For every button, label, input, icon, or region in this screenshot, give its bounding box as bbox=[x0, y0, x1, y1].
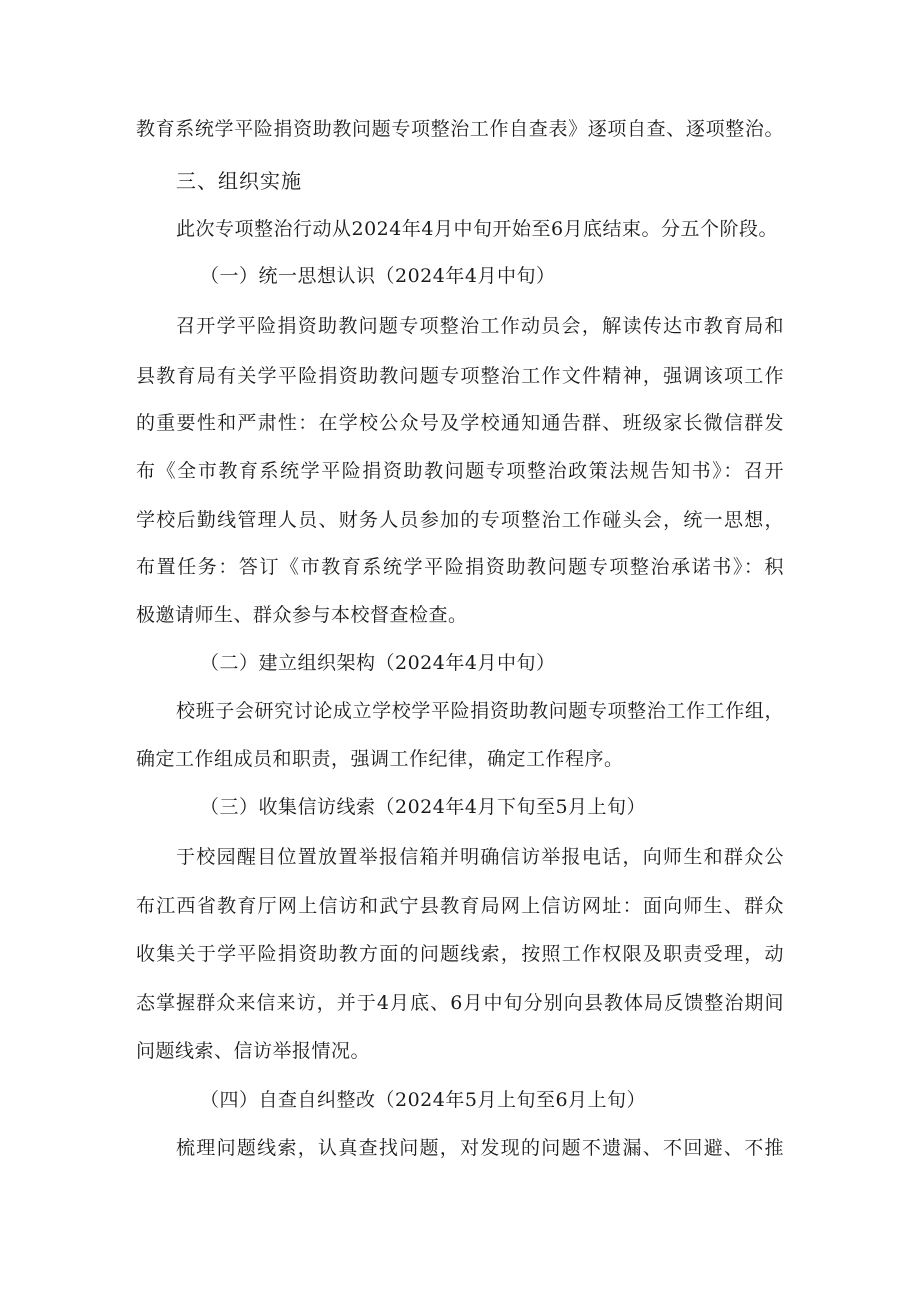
paragraph-line: 态掌握群众来信来访，并于4月底、6月中旬分别向县教体局反馈整治期间 bbox=[136, 992, 784, 1014]
subsection-heading: （四）自查自纠整改（2024年5月上旬至6月上旬） bbox=[200, 1089, 647, 1111]
paragraph-line: 的重要性和严肃性：在学校公众号及学校通知通告群、班级家长微信群发 bbox=[136, 412, 784, 434]
paragraph-line: 问题线索、信访举报情况。 bbox=[136, 1040, 371, 1062]
paragraph-line: 召开学平险捐资助教问题专项整治工作动员会，解读传达市教育局和 bbox=[176, 315, 784, 337]
paragraph-line: 收集关于学平险捐资助教方面的问题线索，按照工作权限及职责受理，动 bbox=[136, 943, 784, 965]
paragraph-line: 校班子会研究讨论成立学校学平险捐资助教问题专项整治工作工作组， bbox=[176, 700, 784, 722]
paragraph-line: 布《全市教育系统学平险捐资助教问题专项整治政策法规告知书》：召开 bbox=[136, 460, 784, 482]
subsection-heading: （一）统一思想认识（2024年4月中旬） bbox=[200, 265, 556, 287]
paragraph-line: 此次专项整治行动从2024年4月中旬开始至6月底结束。分五个阶段。 bbox=[176, 218, 779, 240]
paragraph-line: 极邀请师生、群众参与本校督查检查。 bbox=[136, 604, 468, 626]
section-heading: 三、组织实施 bbox=[176, 169, 302, 193]
subsection-heading: （二）建立组织架构（2024年4月中旬） bbox=[200, 652, 556, 674]
paragraph-line: 梳理问题线索，认真查找问题，对发现的问题不遗漏、不回避、不推 bbox=[176, 1137, 784, 1159]
paragraph-line: 布江西省教育厅网上信访和武宁县教育局网上信访网址：面向师生、群众 bbox=[136, 895, 784, 917]
subsection-heading: （三）收集信访线索（2024年4月下旬至5月上旬） bbox=[200, 796, 647, 818]
paragraph-line: 确定工作组成员和职责，强调工作纪律，确定工作程序。 bbox=[136, 748, 624, 770]
paragraph-line: 于校园醒目位置放置举报信箱并明确信访举报电话，向师生和群众公 bbox=[176, 846, 784, 868]
paragraph-line: 布置任务：答订《市教育系统学平险捐资助教问题专项整治承诺书》：积 bbox=[136, 556, 784, 578]
paragraph-line: 学校后勤线管理人员、财务人员参加的专项整治工作碰头会，统一思想， bbox=[136, 509, 784, 531]
paragraph-line: 县教育局有关学平险捐资助教问题专项整治工作文件精神，强调该项工作 bbox=[136, 365, 784, 387]
paragraph-line: 教育系统学平险捐资助教问题专项整治工作自查表》逐项自查、逐项整治。 bbox=[136, 118, 784, 140]
